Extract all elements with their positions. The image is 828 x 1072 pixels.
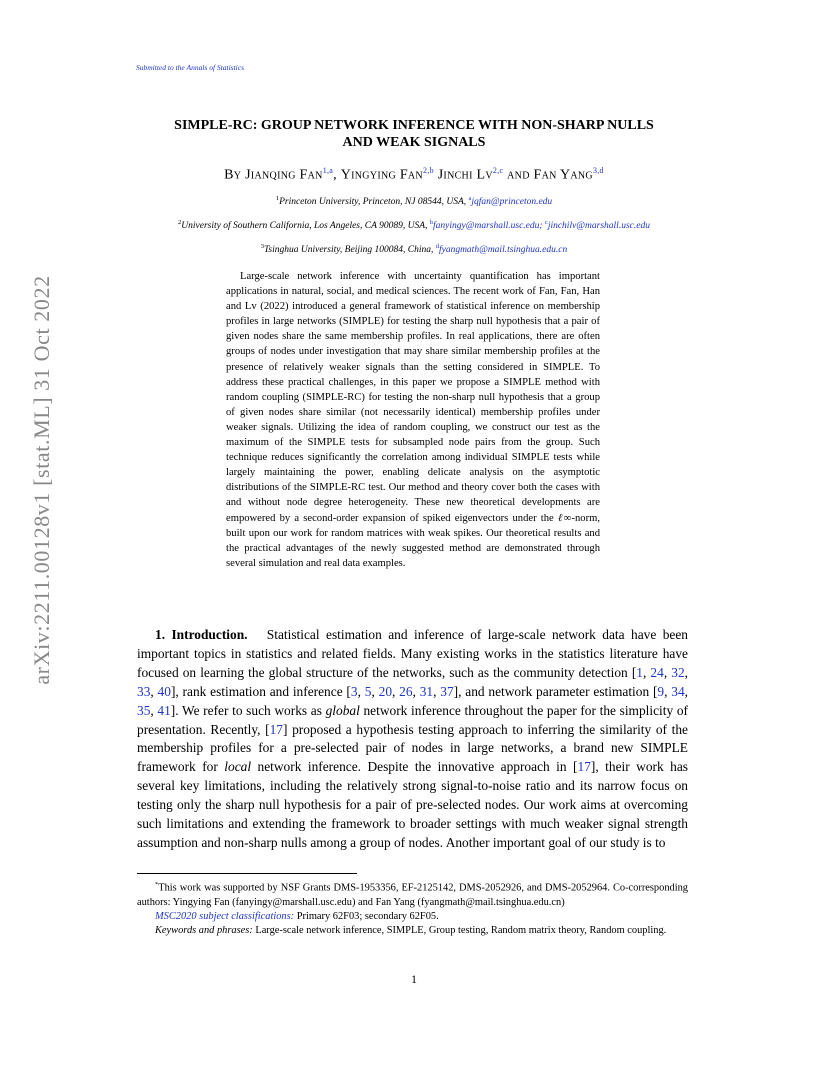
funding-footnote xyxy=(137,878,688,910)
intro-text: ], and network parameter estimation [ xyxy=(453,683,658,699)
msc-footnote xyxy=(137,910,688,924)
citation-link[interactable]: 1 xyxy=(636,664,643,680)
citation-link[interactable]: 9 xyxy=(657,683,665,699)
intro-text: Statistical estimation and inference of large-scale network data have been important topics in statistics and related fields. Many existing works in the statistics literature have focused on learning the global structure of the networks, such as the community detection [ xyxy=(137,627,688,680)
affiliation-3-letter: d xyxy=(435,243,439,250)
footnote-marker: * xyxy=(155,881,159,888)
citation-link[interactable]: 35 xyxy=(137,702,151,718)
abstract-text-2: -norm, built upon our work for random matrices with weak spikes. Our theoretical results and the practical advantages of the newly suggested method are demonstrated through several simulation and real data examples. xyxy=(226,512,600,569)
affiliation-3 xyxy=(110,243,718,255)
msc-text: Primary 62F03; secondary 62F05. xyxy=(294,911,439,923)
affiliation-3-number: 3 xyxy=(260,243,264,250)
affiliation-2-letter-c: c xyxy=(544,219,548,226)
citation-link[interactable]: 31 xyxy=(419,683,434,699)
title-line-2: AND WEAK SIGNALS xyxy=(342,135,486,150)
affiliation-2-number: 2 xyxy=(178,219,182,226)
affiliation-1-letter: a xyxy=(468,195,472,202)
intro-text: ], rank estimation and inference [ xyxy=(170,683,351,699)
author-1: Jianqing Fan xyxy=(245,167,323,183)
author-4: Fan Yang xyxy=(533,167,593,183)
abstract-text-1: Large-scale network inference with uncertainty quantification has important applications in natural, social, and medical sciences. The recent work of Fan, Fan, Han and Lv (2022) introduced a general framework of statistical inference on membership profiles in large networks (SIMPLE) for testing the sharp null hypothesis that a pair of given nodes share the same membership profiles. In real applications, there are often groups of nodes under investigation that may share similar membership profiles at the presence of relatively weaker signals than the setting considered in SIMPLE. To address these practical challenges, in this paper we propose a SIMPLE method with random coupling (SIMPLE-RC) for testing the non-sharp null hypothesis that a group of given nodes share similar (not necessarily identical) membership profiles under weaker signals. Utilizing the idea of random coupling, we construct our test as the maximum of the SIMPLE tests for subsampled node pairs from the group. Such technique reduces significantly the correlation among individual SIMPLE tests while largely maintaining the power, enabling delicate analysis on the asymptotic distributions of the SIMPLE-RC test. Our method and theory cover both the cases with and without node degree heterogeneity. These new theoretical developments are empowered by a second-order expansion of spiked eigenvectors under the xyxy=(226,271,600,524)
author-3: Jinchi Lv xyxy=(437,167,493,183)
author-1-affil[interactable]: 1,a xyxy=(322,166,334,175)
citation-link[interactable]: 5 xyxy=(364,683,372,699)
intro-text: ] proposed a hypothesis testing approach to inferring the similarity of the membership profiles for a pre-selected pair of nodes in large networks, a brand new SIMPLE framework for xyxy=(137,721,688,775)
and-word: and xyxy=(507,167,530,183)
citation-link[interactable]: 26 xyxy=(399,683,413,699)
by-word: By xyxy=(224,167,242,183)
citation-link[interactable]: 40 xyxy=(157,683,171,699)
abstract xyxy=(226,269,600,571)
msc-link[interactable]: MSC2020 subject classifications: xyxy=(155,911,295,923)
citation-link[interactable]: 17 xyxy=(269,721,283,737)
keywords-text: Large-scale network inference, SIMPLE, Group testing, Random matrix theory, Random coupling. xyxy=(252,925,667,937)
affiliation-1-email-link[interactable]: jqfan@princeton.edu xyxy=(471,197,553,208)
citation-link[interactable]: 32 xyxy=(671,664,685,680)
affiliation-3-text: Tsinghua University, Beijing 100084, China, xyxy=(264,245,434,256)
intro-text: ], their work has several key limitations, including the relatively strong signal-to-noise ratio and its narrow focus on testing only the sharp null hypothesis for a pair of pre-selected nodes. Our work aims at overcoming such limitations and extending the framework to broader settings with much weaker signal strength assumption and non-sharp nulls among a group of nodes. Another important goal of our study is to xyxy=(137,759,688,850)
author-4-affil[interactable]: 3,d xyxy=(592,166,604,175)
citation-link[interactable]: 41 xyxy=(157,702,171,718)
affiliation-1-text: Princeton University, Princeton, NJ 08544, USA, xyxy=(279,197,467,208)
section-heading: 1. Introduction. xyxy=(155,627,248,642)
citation-link[interactable]: 24 xyxy=(650,664,664,680)
author-2: Yingying Fan xyxy=(340,167,423,183)
keywords-label: Keywords and phrases: xyxy=(155,925,253,937)
author-list: By Jianqing Fan$^{1,a}$, Yingying Fan$^{2,b}$ Jinchi Lv$^{2,c}$ and Fan Yang$^{3,d}$ xyxy=(224,166,604,183)
page-number: 1 xyxy=(411,972,417,986)
citation-link[interactable]: 20 xyxy=(378,683,393,699)
funding-text: This work was supported by NSF Grants DMS-1953356, EF-2125142, DMS-2052926, and DMS-2052964. Co-corresponding authors: Yingying Fan (fanyingy@marshall.usc.edu) and Fan Yang (fyangmath@mail.tsinghua.edu.cn) xyxy=(137,882,688,908)
affiliation-1-number: 1 xyxy=(275,195,280,202)
affiliation-1 xyxy=(110,195,718,207)
intro-text: network inference throughout the paper for the simplicity of presentation. Recently, [ xyxy=(137,702,688,737)
emphasis-global: global xyxy=(325,702,360,718)
citation-link[interactable]: 37 xyxy=(440,683,454,699)
author-2-affil[interactable]: 2,b xyxy=(422,166,434,175)
intro-text: network inference. Despite the innovative approach in [ xyxy=(251,759,578,775)
footnotes xyxy=(137,878,688,939)
affiliation-3-email-link[interactable]: fyangmath@mail.tsinghua.edu.cn xyxy=(438,245,568,256)
ell-infinity-symbol: ℓ∞ xyxy=(557,512,572,524)
paper-title xyxy=(120,117,708,151)
affiliation-2-email-b-link[interactable]: fanyingy@marshall.usc.edu; xyxy=(433,221,543,232)
footnote-divider xyxy=(137,873,357,874)
citation-link[interactable]: 33 xyxy=(137,683,151,699)
keywords-footnote xyxy=(137,924,688,938)
intro-text: ]. We refer to such works as xyxy=(170,702,326,718)
affiliation-2-text: University of Southern California, Los Angeles, CA 90089, USA, xyxy=(181,221,428,232)
title-line-1: SIMPLE-RC: GROUP NETWORK INFERENCE WITH NON-SHARP NULLS xyxy=(174,118,654,133)
introduction-paragraph: 1. Introduction. Statistical estimation and inference of large-scale network data have been important topics in statistics and related fields. Many existing works in the statistics literature have focused on learning the global structure of the networks, such as the community detection [1, 24, 32, 33, 40], rank estimation and inference [3, 5, 20, 26, 31, 37], and network parameter estimation [9, 34, 35, 41]. We refer to such works as global network inference throughout the paper for the simplicity of presentation. Recently, [17] proposed a hypothesis testing approach to inferring the similarity of the membership profiles for a pre-selected pair of nodes in large networks, a brand new SIMPLE framework for local network inference. Despite the innovative approach in [17], their work has several key limitations, including the relatively strong signal-to-noise ratio and its narrow focus on testing only the sharp null hypothesis for a pair of pre-selected nodes. Our work aims at overcoming such limitations and extending the framework to broader settings with much weaker signal strength assumption and non-sharp nulls among a group of nodes. Another important goal of our study is to xyxy=(137,627,689,850)
affiliation-2-email-c-link[interactable]: jinchilv@marshall.usc.edu xyxy=(547,221,650,232)
journal-header-note: Submitted to the Annals of Statistics xyxy=(136,63,244,72)
citation-link[interactable]: 3 xyxy=(350,683,358,699)
affiliation-2-letter-b: b xyxy=(429,219,434,226)
author-3-affil[interactable]: 2,c xyxy=(492,166,504,175)
affiliation-2 xyxy=(110,219,718,231)
emphasis-local: local xyxy=(224,759,252,775)
arxiv-side-stamp: arXiv:2211.00128v1 [stat.ML] 31 Oct 2022 xyxy=(29,275,54,685)
citation-link[interactable]: 17 xyxy=(577,759,591,775)
citation-link[interactable]: 34 xyxy=(671,683,685,699)
